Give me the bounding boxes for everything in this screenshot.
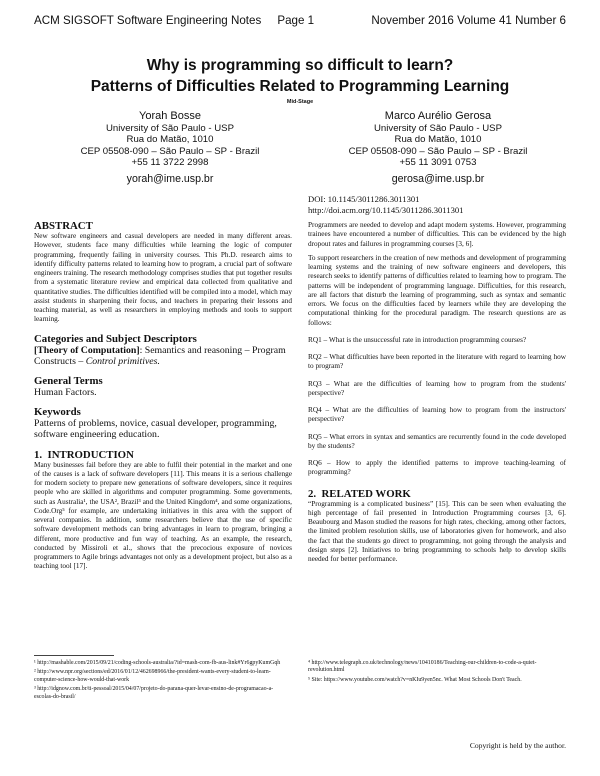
terms-text: Human Factors.	[34, 386, 97, 398]
author-block-1	[40, 110, 300, 185]
abstract-heading: ABSTRACT	[34, 220, 93, 232]
paper-subtitle: Mid-Stage	[286, 99, 314, 105]
research-question-4: RQ4 – What are the difficulties of learning how to program from the instructors' perspective?	[308, 406, 566, 424]
author-block-2	[308, 110, 568, 185]
author-name: Marco Aurélio Gerosa	[384, 110, 492, 122]
footnote-4[interactable]: ⁴ http://www.telegraph.co.uk/technology/news/10410186/Teaching-our-children-to-code-a-quiet-revolution.html	[308, 660, 537, 674]
author-affiliation: University of São Paulo - USP	[106, 123, 234, 134]
left-column	[34, 220, 292, 572]
doi: DOI: 10.1145/3011286.3011301	[308, 194, 420, 204]
categories-bold: [Theory of Computation]	[34, 344, 140, 356]
header-journal: ACM SIGSOFT Software Engineering Notes Page 1	[34, 14, 315, 27]
footnote-1[interactable]: ¹ http://mashable.com/2015/09/21/coding-schools-australia/?id=mash-com-fb-aus-link#Yr6gpyKumGqh	[34, 660, 281, 666]
running-header	[34, 14, 566, 30]
keywords-heading: Keywords	[34, 406, 81, 419]
author-city: CEP 05508-090 – São Paulo – SP - Brazil	[348, 145, 528, 157]
research-question-6: RQ6 – How to apply the identified patterns to improve teaching-learning of programming?	[308, 459, 566, 477]
research-question-1: RQ1 – What is the unsuccessful rate in introduction programming courses?	[308, 335, 527, 344]
intro-paragraph-2: To support researchers in the creation of new methods and development of programming learning systems and the training of new software engineers and developers, this research seeks to identify patterns of difficulties related to learning how to program. The patterns will be independent of programming language. Difficulties, for this research, are all factors that disturb the learning of programming, such as syntax and semantic errors. We focus on the difficulties faced by learners while they are developing the computational thinking for the procedural paradigm. The research questions are as follows:	[308, 253, 566, 327]
copyright-notice: Copyright is held by the author.	[469, 741, 566, 750]
author-street: Rua do Matão, 1010	[394, 134, 482, 146]
introduction-text: Many businesses fail before they are able to fulfil their potential in the market and one of the causes is a lack of software developers [11]. This means it is a serious challenge for modern society to prepare new generations of software developers, since it requires people who are skilled in algorithms and computer programming. Some governments, such as Australia¹, the USA², Brazil³ and the United Kingdom⁴, and some organizations, Code.Org⁵ for example, are undertaking initiatives in this area with the support of several companies. In addition, some researchers believe that the use of specific software development methods can bring advantages in learn to program, bringing a different, more productive and fun way of teaching. As an example, the research, conducted by Missiroli et al., shows that the precocious exposure of novices programmers to Agile brings advantages not only as a development project, but also as a teaching tool [17].	[34, 460, 292, 571]
categories-italic: Control primitives.	[85, 355, 160, 367]
author-affiliation: University of São Paulo - USP	[374, 123, 502, 134]
categories-text	[34, 345, 292, 367]
author-email: gerosa@ime.usp.br	[391, 172, 485, 185]
categories-body: : Semantics and reasoning – Program Constructs –	[34, 344, 286, 367]
related-work-text: “Programming is a complicated business” [15]. This can be seen when evaluating the high percentage of fail presented in Introduction Programming courses [3, 6]. Beaubourg and Mason studied the reasons for high rates, checking, among other factors, the limited problem resolution skills, use of laboratories given for homework, and also the fact that the students go direct to programming, not going through the analysis and design steps [2]. Initiatives to bring programming to schools help to develop skills needed for better performance.	[308, 499, 566, 563]
footnotes-right	[308, 660, 566, 686]
footnote-2[interactable]: ² http://www.npr.org/sections/ed/2016/01/12/462698966/the-president-wants-every-student-to-learn-computer-science-how-would-that-work	[34, 669, 271, 683]
intro-paragraph-1: Programmers are needed to develop and adapt modern systems. However, programming trainees have encountered a number of difficulties. This can be evidenced by the high dropout rates and failures in programming courses [3, 6].	[308, 221, 566, 248]
title-line-1: Why is programming so difficult to learn?	[146, 57, 454, 74]
doi-link[interactable]: http://doi.acm.org/10.1145/3011286.3011301	[308, 204, 464, 215]
author-street: Rua do Matão, 1010	[126, 134, 214, 146]
author-city: CEP 05508-090 – São Paulo – SP - Brazil	[80, 145, 260, 157]
author-phone: +55 11 3091 0753	[399, 157, 477, 169]
related-work-heading: 2. RELATED WORK	[308, 487, 411, 500]
footnotes-left	[34, 660, 292, 703]
introduction-heading: 1. INTRODUCTION	[34, 448, 134, 461]
terms-heading: General Terms	[34, 374, 103, 387]
research-question-5: RQ5 – What errors in syntax and semantics are recurrently found in the code developed by the students?	[308, 432, 566, 450]
footnote-5[interactable]: ⁵ Site: https://www.youtube.com/watch?v=nKIu9yen5nc. What Most Schools Don't Teach.	[308, 676, 522, 683]
header-issue: November 2016 Volume 41 Number 6	[371, 14, 566, 27]
research-question-3: RQ3 – What are the difficulties of learning how to program from the students' perspective?	[308, 379, 566, 397]
footnote-3[interactable]: ³ http://idgnow.com.br/ti-pessoal/2015/04/07/projeto-do-parana-quer-levar-ensino-de-programacao-a-escolas-do-brasil/	[34, 686, 274, 700]
author-email: yorah@ime.usp.br	[126, 172, 214, 185]
categories-heading: Categories and Subject Descriptors	[34, 332, 197, 345]
author-phone: +55 11 3722 2998	[131, 157, 209, 169]
right-column	[308, 194, 566, 564]
research-question-2: RQ2 – What difficulties have been reported in the literature with regard to learning how to program?	[308, 353, 566, 371]
author-name: Yorah Bosse	[139, 110, 201, 122]
title-line-2: Patterns of Difficulties Related to Programming Learning	[90, 78, 510, 95]
keywords-text: Patterns of problems, novice, casual developer, programming, software engineering education.	[34, 418, 277, 441]
abstract-text: New software engineers and casual developers are needed in many different areas. However, students face many difficulties while learning the logic of computer programming, frequently failing in university courses. This Ph.D. research aims to identify difficulty patterns related to learning how to program, a crucial part of software engineers training. The research methodology comprises studies that put together results from a systematic literature review and empirical data collected from qualitative and quantitative studies. The difficulties identified will be compiled into a model, which may assist students in sharpening their focus, and teachers in preparing their lessons and teaching material, as well as researchers in employing methods and tools to support learning.	[34, 232, 292, 324]
footnote-rule-left	[34, 655, 114, 656]
